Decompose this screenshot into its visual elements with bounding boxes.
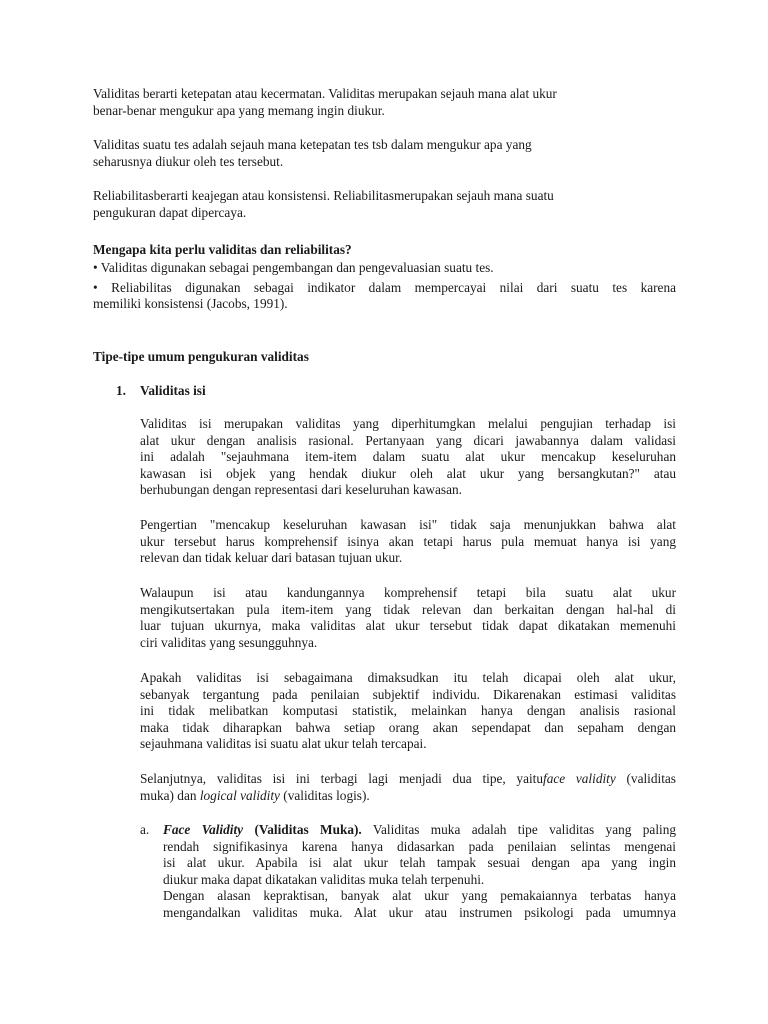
text-line: seharusnya diukur oleh tes tersebut. <box>93 153 284 169</box>
text-line: Walaupun isi atau kandungannya komprehensif tetapi bila suatu alat ukur <box>140 585 676 600</box>
paragraph-reliability-definition <box>93 188 676 221</box>
text-line: ciri validitas yang sesungguhnya. <box>140 634 318 650</box>
text-line: luar tujuan ukurnya, maka validitas alat ukur tersebut tidak dapat dikatakan memenuhi <box>140 618 676 633</box>
list-number: 1. <box>116 383 126 398</box>
sublist-item-face-validity <box>163 822 676 921</box>
paragraph-validity-definition <box>93 86 676 119</box>
text-line: Validitas suatu tes adalah sejauh mana ketepatan tes tsb dalam mengukur apa yang <box>93 137 532 152</box>
text-line: isi alat ukur. Apabila isi alat ukur telah tampak sesuai dengan apa yang ingin <box>163 855 676 870</box>
sublist-title-italic: Face Validity <box>163 822 244 837</box>
text-line: memiliki konsistensi (Jacobs, 1991). <box>93 296 288 311</box>
text-fragment: muka) dan <box>140 787 200 803</box>
text-line <box>140 788 676 805</box>
heading-why: Mengapa kita perlu validitas dan reliabilitas? <box>93 242 352 257</box>
paragraph-content-validity-2 <box>140 517 676 567</box>
bullet-list <box>93 260 676 313</box>
text-line: • Reliabilitas digunakan sebagai indikator dalam mempercayai nilai dari suatu tes karena <box>93 279 676 295</box>
text-line: relevan dan tidak keluar dari batasan tujuan ukur. <box>140 550 403 565</box>
text-line: ukur tersebut harus komprehensif isinya akan tetapi harus pula memuat hanya isi yang <box>140 533 676 549</box>
text-line: pengukuran dapat dipercaya. <box>93 204 247 220</box>
text-line: mengikutsertakan pula item-item yang tidak relevan dan berkaitan dengan hal-hal di <box>140 601 676 617</box>
text-line: mengandalkan validitas muka. Alat ukur atau instrumen psikologi pada umumnya <box>163 904 676 920</box>
text-line: sebanyak tergantung pada penilaian subjektif individu. Dikarenakan estimasi validitas <box>140 686 676 702</box>
sublist-marker: a. <box>140 822 150 837</box>
text-line: Validitas berarti ketepatan atau kecermatan. Validitas merupakan sejauh mana alat ukur <box>93 86 557 101</box>
paragraph-content-validity-types <box>140 771 676 804</box>
paragraph-content-validity-3 <box>140 585 676 651</box>
text-line: Apakah validitas isi sebagaimana dimaksudkan itu telah dicapai oleh alat ukur, <box>140 670 676 685</box>
text-fragment: Selanjutnya, validitas isi ini terbagi lagi menjadi dua tipe, yaitu <box>140 771 544 786</box>
text-line: diukur maka dapat dikatakan validitas muka telah terpenuhi. <box>163 871 485 887</box>
text-line: berhubungan dengan representasi dari keseluruhan kawasan. <box>140 482 462 497</box>
text-line: ini tidak melibatkan komputasi statistik, melainkan hanya dengan analisis rasional <box>140 703 676 718</box>
list-title-content-validity: Validitas isi <box>140 383 206 398</box>
text-fragment: (validitas logis). <box>279 787 370 803</box>
text-line: kawasan isi objek yang hendak diukur oleh alat ukur yang bersangkutan?" atau <box>140 465 676 481</box>
text-line: Dengan alasan kepraktisan, banyak alat ukur yang pemakaiannya terbatas hanya <box>163 888 676 903</box>
bullet-item <box>93 280 676 313</box>
text-line: Reliabilitasberarti keajegan atau konsistensi. Reliabilitasmerupakan sejauh mana suatu <box>93 188 554 203</box>
text-line: maka tidak diharapkan bahwa setiap orang akan sependapat dan sepaham dengan <box>140 719 676 735</box>
text-line: sejauhmana validitas isi suatu alat ukur telah tercapai. <box>140 736 427 751</box>
sublist-title <box>163 822 362 837</box>
text-line: Pengertian "mencakup keseluruhan kawasan isi" tidak saja menunjukkan bahwa alat <box>140 517 676 532</box>
sublist-title-rest: (Validitas Muka). <box>243 822 362 837</box>
term-face-validity: face validity <box>543 771 616 786</box>
paragraph-test-validity <box>93 137 676 170</box>
text-line <box>140 771 676 788</box>
text-line: alat ukur dengan analisis rasional. Pertanyaan yang dicari jawabannya dalam validasi <box>140 432 676 448</box>
text-line: Validitas isi merupakan validitas yang diperhitumgkan melalui pengujian terhadap isi <box>140 416 676 431</box>
paragraph-content-validity-1 <box>140 416 676 499</box>
text-line: rendah signifikasinya karena hanya didasarkan pada penilaian selintas mengenai <box>163 838 676 854</box>
paragraph-content-validity-4 <box>140 670 676 753</box>
text-line <box>163 822 676 839</box>
heading-types: Tipe-tipe umum pengukuran validitas <box>93 349 309 364</box>
text-fragment: (validitas <box>615 771 676 786</box>
term-logical-validity: logical validity <box>199 787 280 803</box>
text-line: ini adalah "sejauhmana item-item dalam suatu alat ukur mencakup keseluruhan <box>140 449 676 464</box>
text-line: benar-benar mengukur apa yang memang ingin diukur. <box>93 102 385 118</box>
text-fragment: Validitas muka adalah tipe validitas yang paling <box>361 822 677 837</box>
bullet-item: • Validitas digunakan sebagai pengembangan dan pengevaluasian suatu tes. <box>93 260 494 275</box>
